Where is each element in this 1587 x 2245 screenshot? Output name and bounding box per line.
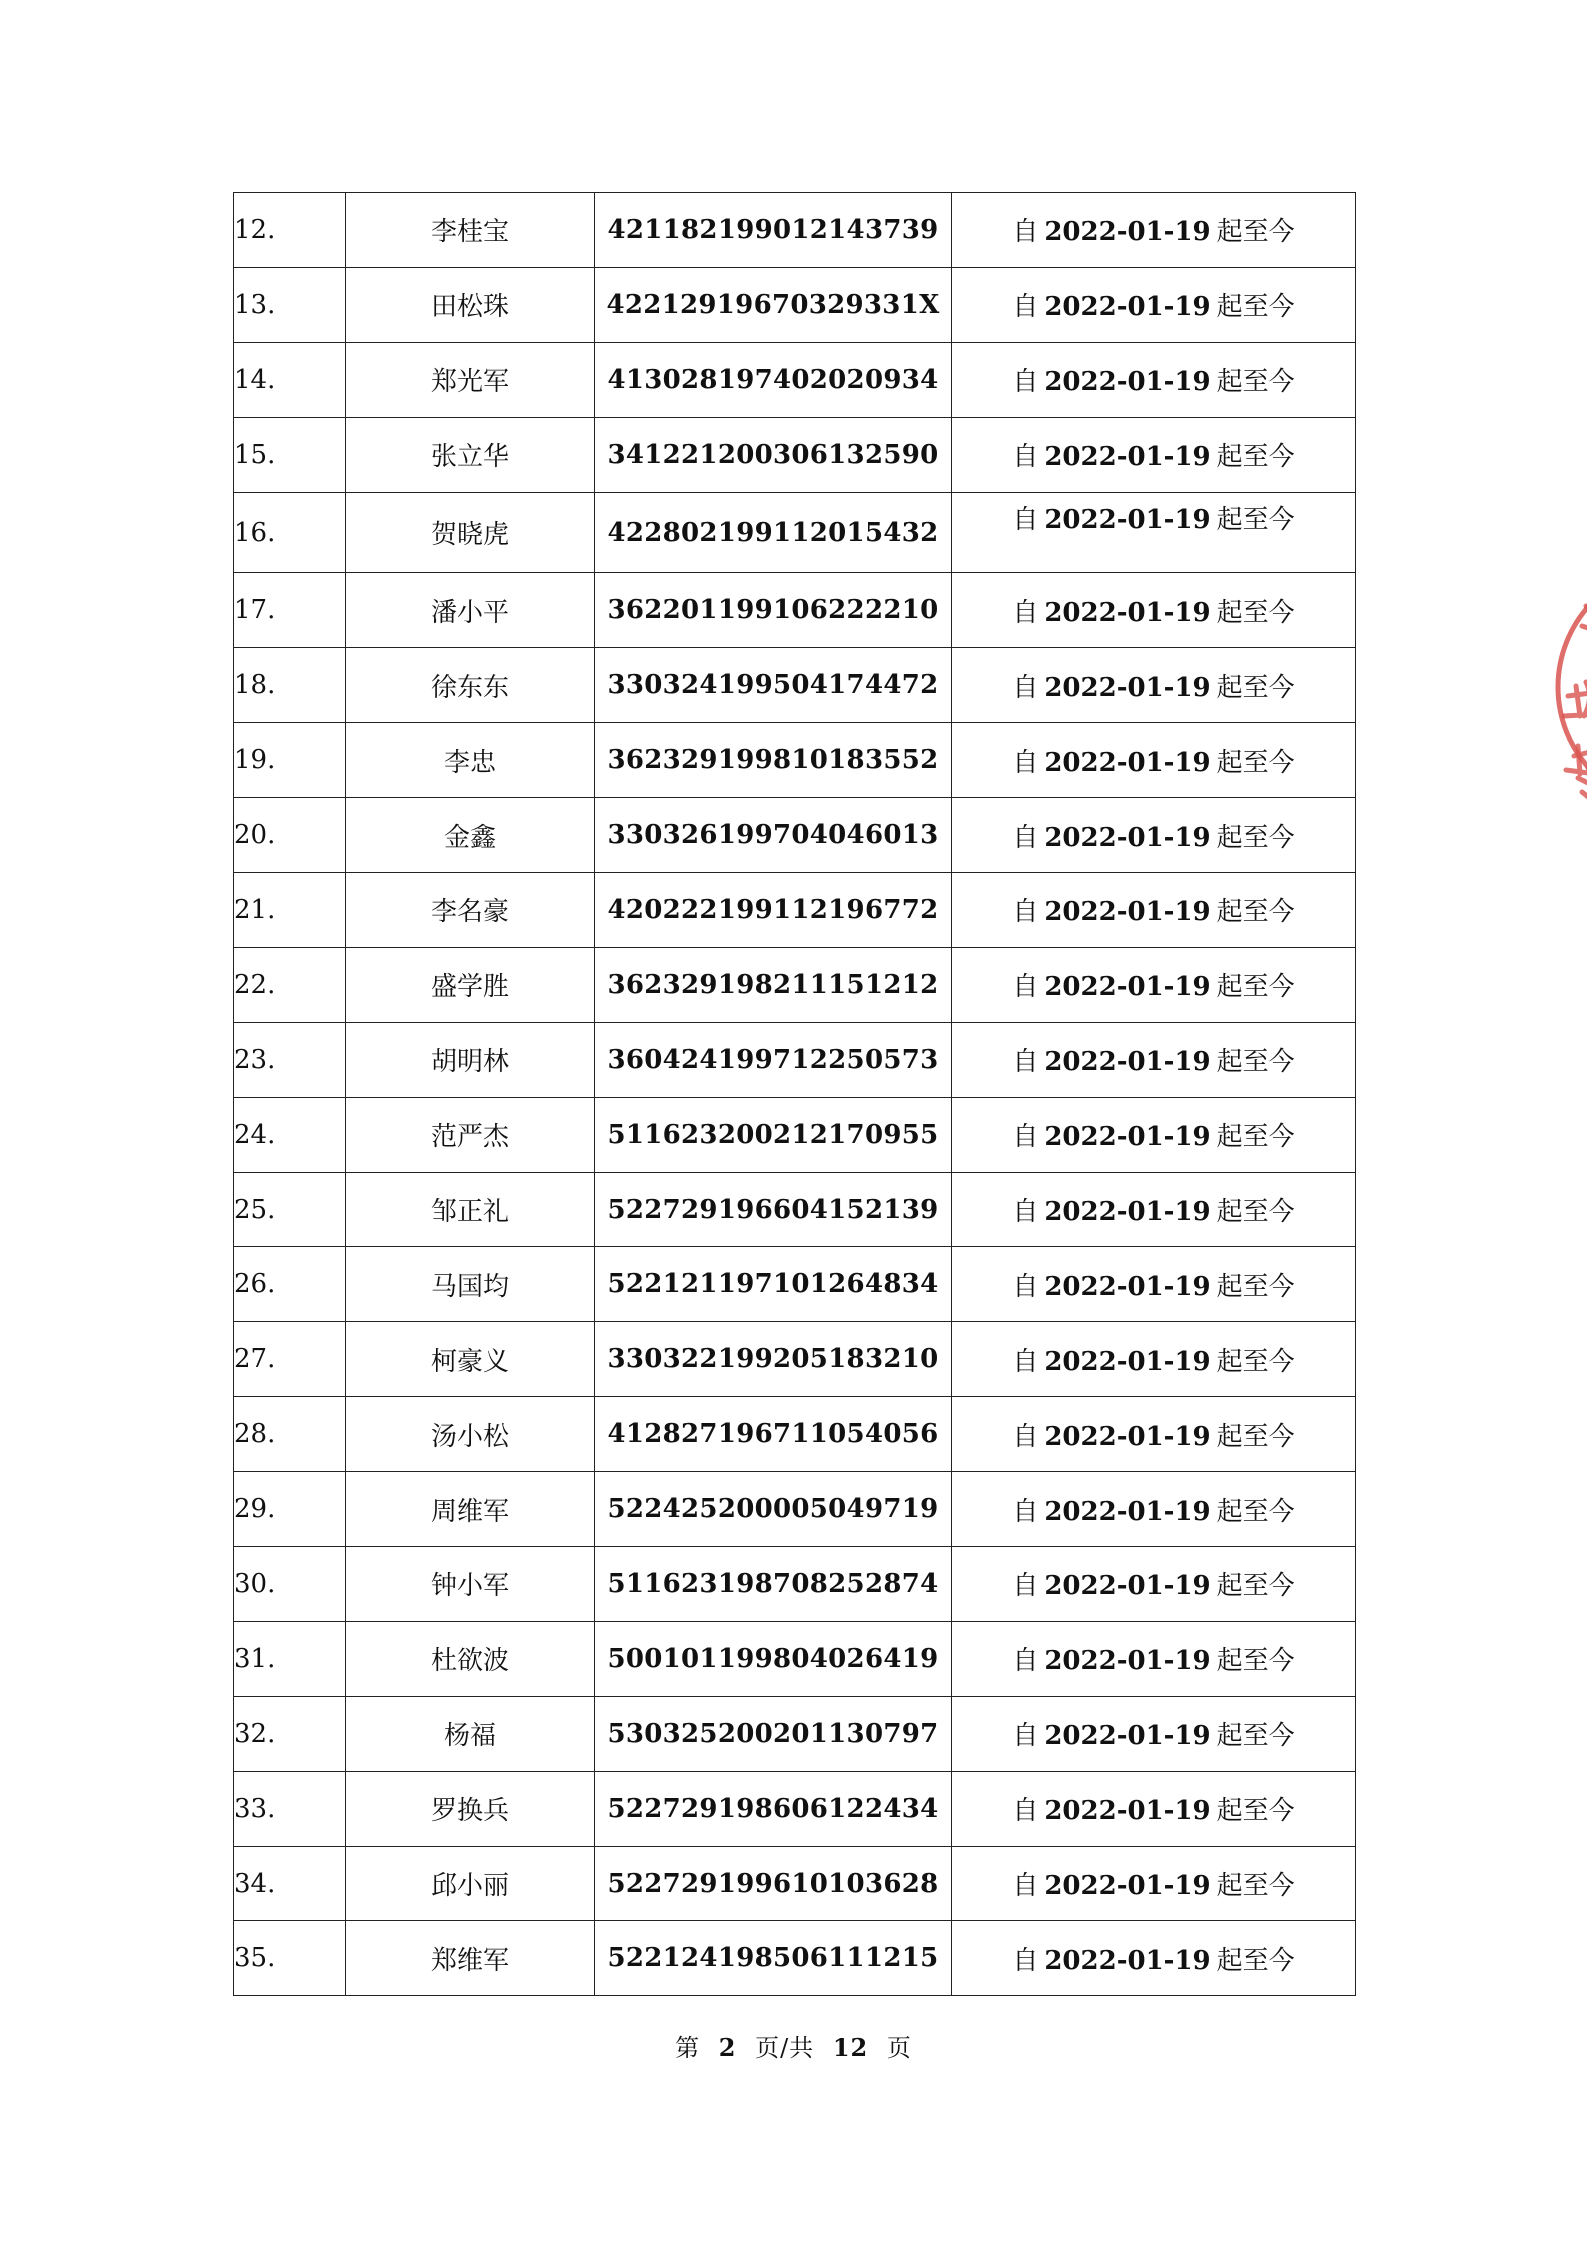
period-cell	[952, 342, 1356, 417]
period-prefix: 自	[1012, 1421, 1039, 1452]
row-number-cell: 25.	[234, 1172, 346, 1247]
period-cell	[952, 492, 1356, 573]
id-number-cell: 42212919670329331X	[595, 267, 952, 342]
period-cell	[952, 1771, 1356, 1846]
id-number-cell: 530325200201130797	[595, 1696, 952, 1771]
period-cell	[952, 947, 1356, 1022]
period-cell	[952, 1322, 1356, 1397]
start-date: 2022-01-19	[1044, 897, 1211, 928]
period-prefix: 自	[1012, 292, 1039, 323]
id-number-cell: 362329198211151212	[595, 947, 952, 1022]
period-cell	[952, 267, 1356, 342]
id-number-cell: 522121197101264834	[595, 1247, 952, 1322]
period-suffix: 起至今	[1216, 1945, 1295, 1976]
name-cell: 徐东东	[346, 648, 595, 723]
table-row	[234, 492, 1356, 573]
period-prefix: 自	[1012, 1496, 1039, 1527]
period-prefix: 自	[1012, 972, 1039, 1003]
period-prefix: 自	[1012, 672, 1039, 703]
id-number-cell: 360424199712250573	[595, 1022, 952, 1097]
period-cell	[952, 1247, 1356, 1322]
name-cell: 郑维军	[346, 1921, 595, 1996]
period-suffix: 起至今	[1216, 442, 1295, 473]
personnel-table-body	[234, 193, 1356, 1996]
table-row	[234, 342, 1356, 417]
start-date: 2022-01-19	[1044, 1721, 1211, 1752]
period-prefix: 自	[1012, 1197, 1039, 1228]
period-prefix: 自	[1012, 1721, 1039, 1752]
table-row	[234, 1022, 1356, 1097]
row-number-cell: 12.	[234, 193, 346, 268]
current-page-number: 2	[718, 2033, 737, 2062]
table-row	[234, 1547, 1356, 1622]
period-suffix: 起至今	[1216, 1721, 1295, 1752]
period-suffix: 起至今	[1216, 217, 1295, 248]
row-number-cell: 28.	[234, 1397, 346, 1472]
id-number-cell: 522124198506111215	[595, 1921, 952, 1996]
footer-prefix: 第	[675, 2034, 701, 2062]
footer-middle: 页/共	[755, 2034, 815, 2062]
period-cell	[952, 1022, 1356, 1097]
id-number-cell: 500101199804026419	[595, 1621, 952, 1696]
period-suffix: 起至今	[1216, 292, 1295, 323]
period-suffix: 起至今	[1216, 822, 1295, 853]
row-number-cell: 19.	[234, 723, 346, 798]
table-row	[234, 798, 1356, 873]
start-date: 2022-01-19	[1044, 1271, 1211, 1302]
period-cell	[952, 1547, 1356, 1622]
period-suffix: 起至今	[1216, 1271, 1295, 1302]
start-date: 2022-01-19	[1044, 972, 1211, 1003]
name-cell: 胡明林	[346, 1022, 595, 1097]
table-row	[234, 1397, 1356, 1472]
period-cell	[952, 1696, 1356, 1771]
official-seal-stamp	[1552, 556, 1587, 818]
period-suffix: 起至今	[1216, 504, 1295, 535]
period-suffix: 起至今	[1216, 1646, 1295, 1677]
id-number-cell: 522729198606122434	[595, 1771, 952, 1846]
name-cell: 郑光军	[346, 342, 595, 417]
period-cell	[952, 1097, 1356, 1172]
row-number-cell: 27.	[234, 1322, 346, 1397]
start-date: 2022-01-19	[1044, 504, 1211, 535]
table-row	[234, 648, 1356, 723]
table-row	[234, 1621, 1356, 1696]
period-suffix: 起至今	[1216, 747, 1295, 778]
row-number-cell: 32.	[234, 1696, 346, 1771]
period-cell	[952, 1172, 1356, 1247]
id-number-cell: 420222199112196772	[595, 873, 952, 948]
start-date: 2022-01-19	[1044, 217, 1211, 248]
row-number-cell: 26.	[234, 1247, 346, 1322]
period-prefix: 自	[1012, 1346, 1039, 1377]
period-suffix: 起至今	[1216, 672, 1295, 703]
table-row	[234, 267, 1356, 342]
period-prefix: 自	[1012, 367, 1039, 398]
id-number-cell: 421182199012143739	[595, 193, 952, 268]
period-suffix: 起至今	[1216, 1047, 1295, 1078]
period-prefix: 自	[1012, 897, 1039, 928]
row-number-cell: 24.	[234, 1097, 346, 1172]
row-number-cell: 22.	[234, 947, 346, 1022]
id-number-cell: 362329199810183552	[595, 723, 952, 798]
period-prefix: 自	[1012, 1122, 1039, 1153]
table-row	[234, 1472, 1356, 1547]
period-prefix: 自	[1012, 1271, 1039, 1302]
period-prefix: 自	[1012, 1871, 1039, 1902]
page-footer	[0, 2028, 1587, 2063]
period-prefix: 自	[1012, 747, 1039, 778]
period-prefix: 自	[1012, 1646, 1039, 1677]
start-date: 2022-01-19	[1044, 1421, 1211, 1452]
name-cell: 邹正礼	[346, 1172, 595, 1247]
period-cell	[952, 798, 1356, 873]
period-cell	[952, 1472, 1356, 1547]
name-cell: 潘小平	[346, 573, 595, 648]
start-date: 2022-01-19	[1044, 747, 1211, 778]
id-number-cell: 330326199704046013	[595, 798, 952, 873]
start-date: 2022-01-19	[1044, 672, 1211, 703]
table-row	[234, 1322, 1356, 1397]
name-cell: 李桂宝	[346, 193, 595, 268]
table-row	[234, 193, 1356, 268]
table-row	[234, 1097, 1356, 1172]
name-cell: 张立华	[346, 417, 595, 492]
row-number-cell: 18.	[234, 648, 346, 723]
table-row	[234, 873, 1356, 948]
start-date: 2022-01-19	[1044, 292, 1211, 323]
period-prefix: 自	[1012, 1571, 1039, 1602]
period-cell	[952, 193, 1356, 268]
period-prefix: 自	[1012, 1047, 1039, 1078]
id-number-cell: 362201199106222210	[595, 573, 952, 648]
id-number-cell: 511623200212170955	[595, 1097, 952, 1172]
table-row	[234, 417, 1356, 492]
period-prefix: 自	[1012, 1796, 1039, 1827]
start-date: 2022-01-19	[1044, 1047, 1211, 1078]
footer-suffix: 页	[886, 2034, 912, 2062]
name-cell: 杨福	[346, 1696, 595, 1771]
id-number-cell: 422802199112015432	[595, 492, 952, 573]
id-number-cell: 341221200306132590	[595, 417, 952, 492]
table-row	[234, 1247, 1356, 1322]
period-cell	[952, 1921, 1356, 1996]
period-prefix: 自	[1012, 442, 1039, 473]
name-cell: 李忠	[346, 723, 595, 798]
row-number-cell: 31.	[234, 1621, 346, 1696]
start-date: 2022-01-19	[1044, 1122, 1211, 1153]
table-row	[234, 723, 1356, 798]
period-cell	[952, 1397, 1356, 1472]
row-number-cell: 17.	[234, 573, 346, 648]
start-date: 2022-01-19	[1044, 1496, 1211, 1527]
id-number-cell: 330324199504174472	[595, 648, 952, 723]
period-suffix: 起至今	[1216, 1421, 1295, 1452]
row-number-cell: 29.	[234, 1472, 346, 1547]
table-row	[234, 573, 1356, 648]
period-suffix: 起至今	[1216, 1796, 1295, 1827]
start-date: 2022-01-19	[1044, 1346, 1211, 1377]
personnel-table	[233, 192, 1356, 1996]
id-number-cell: 522425200005049719	[595, 1472, 952, 1547]
name-cell: 杜欲波	[346, 1621, 595, 1696]
name-cell: 钟小军	[346, 1547, 595, 1622]
start-date: 2022-01-19	[1044, 442, 1211, 473]
row-number-cell: 14.	[234, 342, 346, 417]
period-cell	[952, 648, 1356, 723]
name-cell: 马国均	[346, 1247, 595, 1322]
period-suffix: 起至今	[1216, 1346, 1295, 1377]
name-cell: 邱小丽	[346, 1846, 595, 1921]
row-number-cell: 21.	[234, 873, 346, 948]
start-date: 2022-01-19	[1044, 822, 1211, 853]
period-cell	[952, 417, 1356, 492]
name-cell: 范严杰	[346, 1097, 595, 1172]
name-cell: 盛学胜	[346, 947, 595, 1022]
start-date: 2022-01-19	[1044, 1197, 1211, 1228]
period-cell	[952, 723, 1356, 798]
period-suffix: 起至今	[1216, 1197, 1295, 1228]
row-number-cell: 35.	[234, 1921, 346, 1996]
start-date: 2022-01-19	[1044, 1796, 1211, 1827]
table-row	[234, 1921, 1356, 1996]
period-suffix: 起至今	[1216, 1122, 1295, 1153]
row-number-cell: 23.	[234, 1022, 346, 1097]
period-suffix: 起至今	[1216, 597, 1295, 628]
start-date: 2022-01-19	[1044, 1871, 1211, 1902]
start-date: 2022-01-19	[1044, 1945, 1211, 1976]
period-cell	[952, 1846, 1356, 1921]
row-number-cell: 33.	[234, 1771, 346, 1846]
name-cell: 汤小松	[346, 1397, 595, 1472]
period-prefix: 自	[1012, 822, 1039, 853]
period-cell	[952, 873, 1356, 948]
start-date: 2022-01-19	[1044, 597, 1211, 628]
id-number-cell: 511623198708252874	[595, 1547, 952, 1622]
row-number-cell: 15.	[234, 417, 346, 492]
period-suffix: 起至今	[1216, 1496, 1295, 1527]
period-suffix: 起至今	[1216, 367, 1295, 398]
id-number-cell: 413028197402020934	[595, 342, 952, 417]
id-number-cell: 522729199610103628	[595, 1846, 952, 1921]
name-cell: 田松珠	[346, 267, 595, 342]
name-cell: 柯豪义	[346, 1322, 595, 1397]
row-number-cell: 13.	[234, 267, 346, 342]
table-row	[234, 947, 1356, 1022]
start-date: 2022-01-19	[1044, 1571, 1211, 1602]
period-prefix: 自	[1012, 504, 1039, 535]
id-number-cell: 522729196604152139	[595, 1172, 952, 1247]
period-cell	[952, 1621, 1356, 1696]
name-cell: 金鑫	[346, 798, 595, 873]
table-row	[234, 1846, 1356, 1921]
row-number-cell: 16.	[234, 492, 346, 573]
period-suffix: 起至今	[1216, 897, 1295, 928]
table-row	[234, 1771, 1356, 1846]
id-number-cell: 412827196711054056	[595, 1397, 952, 1472]
table-row	[234, 1172, 1356, 1247]
row-number-cell: 30.	[234, 1547, 346, 1622]
period-suffix: 起至今	[1216, 1871, 1295, 1902]
start-date: 2022-01-19	[1044, 1646, 1211, 1677]
period-suffix: 起至今	[1216, 1571, 1295, 1602]
period-cell	[952, 573, 1356, 648]
id-number-cell: 330322199205183210	[595, 1322, 952, 1397]
start-date: 2022-01-19	[1044, 367, 1211, 398]
period-prefix: 自	[1012, 217, 1039, 248]
period-prefix: 自	[1012, 1945, 1039, 1976]
total-page-number: 12	[832, 2033, 869, 2062]
period-suffix: 起至今	[1216, 972, 1295, 1003]
table-row	[234, 1696, 1356, 1771]
name-cell: 李名豪	[346, 873, 595, 948]
name-cell: 周维军	[346, 1472, 595, 1547]
row-number-cell: 20.	[234, 798, 346, 873]
row-number-cell: 34.	[234, 1846, 346, 1921]
name-cell: 贺晓虎	[346, 492, 595, 573]
name-cell: 罗换兵	[346, 1771, 595, 1846]
period-prefix: 自	[1012, 597, 1039, 628]
